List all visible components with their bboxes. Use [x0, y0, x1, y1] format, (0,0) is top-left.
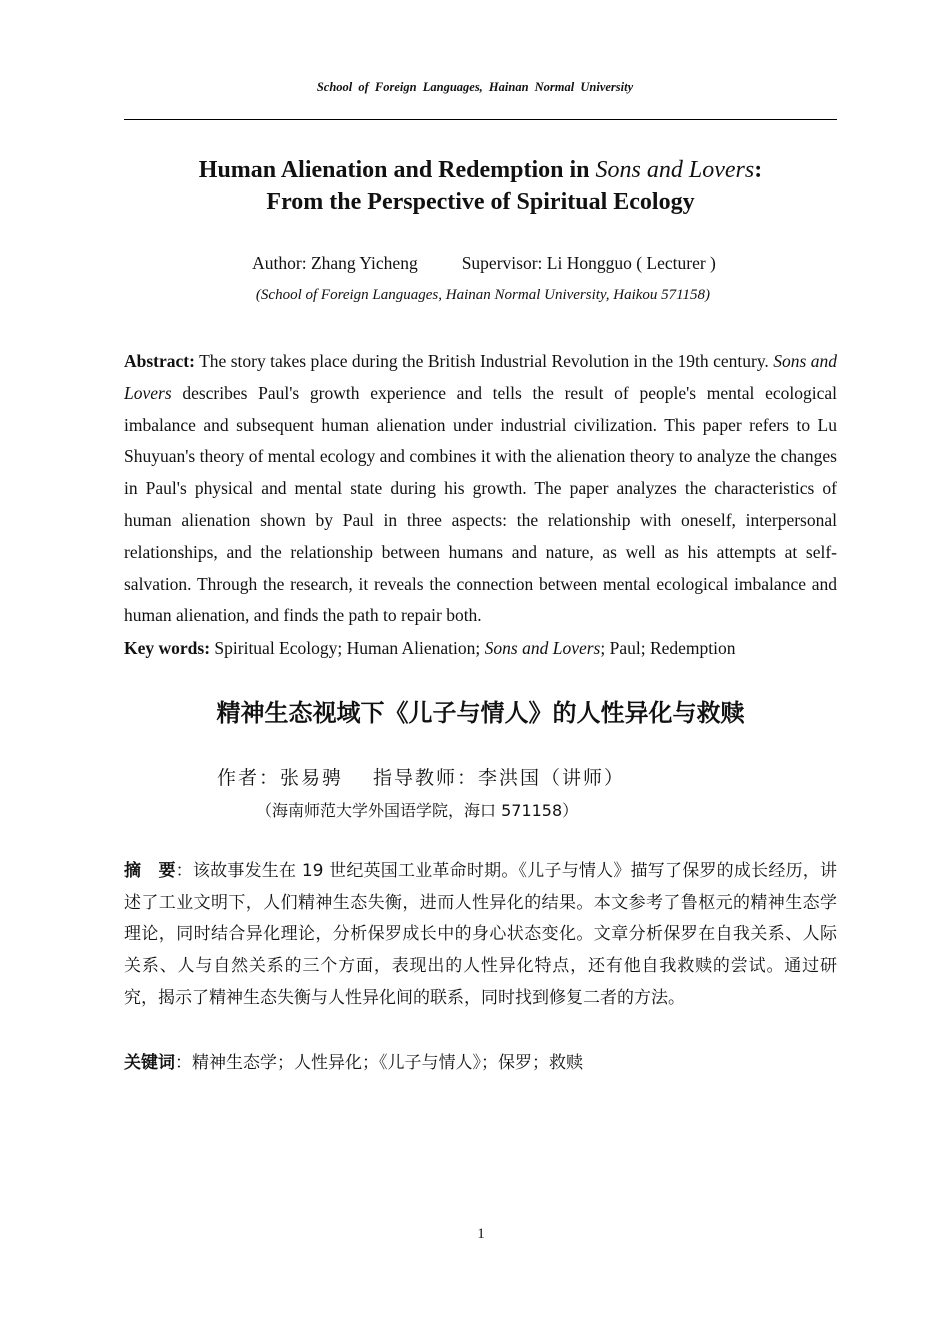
chinese-abstract-label: 摘 要 — [124, 861, 176, 881]
english-author: Author: Zhang Yicheng — [252, 253, 418, 273]
english-supervisor: Supervisor: Li Hongguo ( Lecturer ) — [461, 253, 716, 273]
english-author-line — [0, 253, 950, 274]
english-title-line-2: From the Perspective of Spiritual Ecology — [266, 189, 695, 215]
chinese-abstract — [124, 856, 837, 1015]
chinese-abstract-text: 该故事发生在 19 世纪英国工业革命时期。《儿子与情人》描写了保罗的成长经历，讲述了工业文明下，人们精神生态失衡，进而人性异化的结果。本文参考了鲁枢元的精神生态学理论，同时结合异化理论，分析保罗成长中的身心状态变化。文章分析保罗在自我关系、人际关系、人与自然关系的三个方面，表现出的人性异化特点，还有他自我救赎的尝试。通过研究，揭示了精神生态失衡与人性异化间的联系，同时找到修复二者的方法。 — [124, 861, 838, 1008]
chinese-keywords-label: 关键词 — [124, 1053, 175, 1073]
chinese-keywords-text: 精神生态学；人性异化；《儿子与情人》；保罗；救赎 — [192, 1053, 583, 1073]
english-title-prefix: Human Alienation and Redemption in — [198, 157, 596, 183]
english-abstract — [124, 346, 837, 632]
keywords-text-2: ; Paul; Redemption — [600, 638, 736, 658]
chinese-supervisor: 指导教师：李洪国（讲师） — [373, 767, 626, 789]
english-affiliation: (School of Foreign Languages, Hainan Normal University, Haikou 571158) — [255, 287, 711, 303]
abstract-book-title: Sons and Lovers — [124, 351, 837, 403]
abstract-text-2: describes Paul's growth experience and tells the result of people's mental ecological imbalance and subsequent human alienation under industrial civilization. This paper refers to Lu Shuyuan's theory of mental ecology and combines it with the alienation theory to analyze the changes in Paul's physical and mental state during his growth. The paper analyzes the characteristics of human alienation shown by Paul in three aspects: the relationship with oneself, interpersonal relationships, and the relationship between humans and nature, as well as his attempts at self-salvation. Through the research, it reveals the connection between mental ecological imbalance and human alienation, and finds the path to repair both. — [124, 382, 837, 626]
english-keywords — [124, 633, 837, 663]
chinese-affiliation: （海南师范大学外国语学院，海口 571158） — [256, 801, 579, 820]
english-title-line-1 — [124, 154, 837, 186]
chinese-keywords — [124, 1048, 837, 1078]
keywords-text-1: Spiritual Ecology; Human Alienation; — [210, 638, 485, 658]
running-header: School of Foreign Languages, Hainan Normal University — [316, 80, 634, 94]
abstract-label: Abstract: — [124, 351, 195, 371]
keywords-book-title: Sons and Lovers — [484, 638, 601, 658]
chinese-keywords-colon: ： — [175, 1053, 192, 1073]
chinese-abstract-colon: ： — [175, 861, 193, 881]
chinese-author-line — [217, 763, 625, 790]
english-title-suffix: : — [754, 157, 763, 183]
keywords-label: Key words: — [124, 638, 211, 658]
page-number: 1 — [477, 1226, 485, 1242]
english-title-book: Sons and Lovers — [595, 157, 755, 183]
abstract-text-1: The story takes place during the British Industrial Revolution in the 19th century. — [194, 351, 774, 371]
header-rule — [124, 119, 837, 120]
chinese-author: 作者：张易骋 — [217, 767, 344, 789]
chinese-title: 精神生态视域下《儿子与情人》的人性异化与救赎 — [216, 699, 745, 727]
